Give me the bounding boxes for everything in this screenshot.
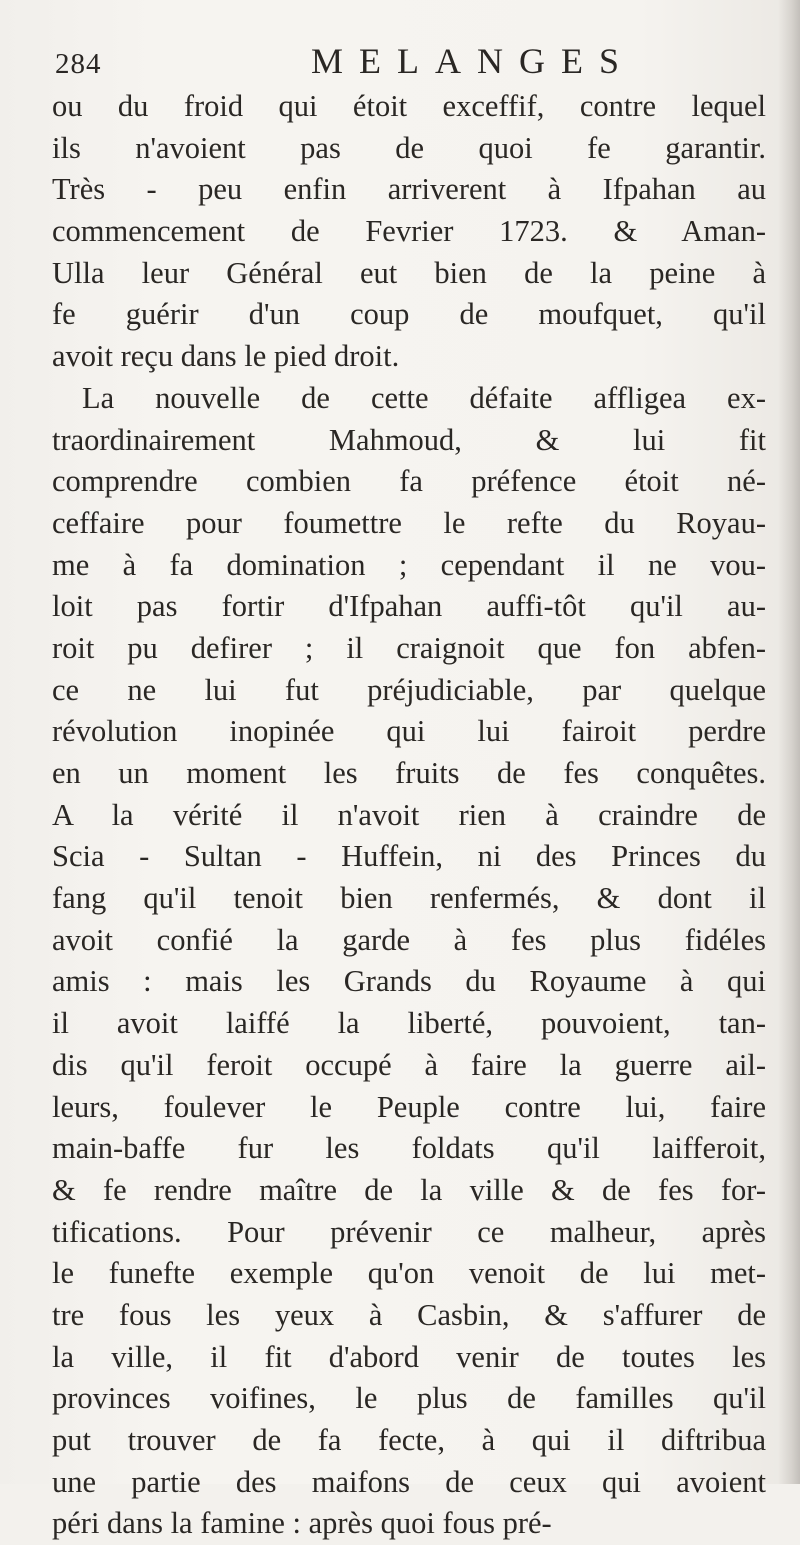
text-line: révolution inopinée qui lui fairoit perdre (52, 714, 766, 749)
page-header (55, 38, 755, 82)
text-line: une partie des maifons de ceux qui avoient (52, 1464, 766, 1499)
text-line: main-baffe fur les foldats qu'il laifferoit, (52, 1131, 766, 1166)
text-line: traordinairement Mahmoud, & lui fit (52, 422, 766, 457)
text-line: ou du froid qui étoit exceffif, contre lequel (52, 89, 766, 123)
text-line: roit pu defirer ; il craignoit que fon abfen- (52, 630, 766, 665)
page-number: 284 (55, 48, 102, 80)
text-line: avoit reçu dans le pied droit. (52, 339, 400, 374)
text-line: dis qu'il feroit occupé à faire la guerre ail- (52, 1047, 766, 1082)
text-line: Ulla leur Général eut bien de la peine à (52, 255, 766, 290)
text-line: put trouver de fa fecte, à qui il diftribua (52, 1423, 766, 1457)
text-line: Scia - Sultan - Huffein, ni des Princes du (52, 839, 766, 874)
text-line: ce ne lui fut préjudiciable, par quelque (52, 672, 766, 707)
text-line: La nouvelle de cette défaite affligea ex- (82, 380, 766, 415)
text-line: Très - peu enfin arriverent à Ifpahan au (52, 172, 766, 207)
text-line: en un moment les fruits de fes conquêtes. (52, 756, 766, 790)
text-line: la ville, il fit d'abord venir de toutes les (52, 1339, 766, 1374)
running-head: MELANGES (311, 41, 635, 81)
text-line: comprendre combien fa préfence étoit né- (52, 464, 766, 499)
text-line: péri dans la famine : après quoi fous pré- (52, 1506, 552, 1541)
text-line: leurs, foulever le Peuple contre lui, faire (52, 1089, 766, 1124)
text-line: amis : mais les Grands du Royaume à qui (52, 964, 766, 999)
text-line: fe guérir d'un coup de moufquet, qu'il (52, 297, 766, 332)
text-line: fang qu'il tenoit bien renfermés, & dont il (52, 881, 766, 916)
text-line: ceffaire pour foumettre le refte du Royau- (52, 505, 766, 540)
text-line: & fe rendre maître de la ville & de fes for- (52, 1172, 766, 1207)
text-line: tre fous les yeux à Casbin, & s'affurer de (52, 1297, 766, 1332)
text-line: ils n'avoient pas de quoi fe garantir. (52, 130, 766, 165)
text-line: commencement de Fevrier 1723. & Aman- (52, 214, 766, 249)
body-text (52, 86, 772, 1545)
text-line: avoit confié la garde à fes plus fidéles (52, 922, 766, 957)
text-line: il avoit laiffé la liberté, pouvoient, tan- (52, 1006, 766, 1041)
text-line: A la vérité il n'avoit rien à craindre de (52, 797, 766, 832)
text-line: me à fa domination ; cependant il ne vou- (52, 547, 766, 582)
text-line: provinces voifines, le plus de familles qu'il (52, 1381, 766, 1416)
text-line: tifications. Pour prévenir ce malheur, après (52, 1214, 766, 1249)
text-line: le funefte exemple qu'on venoit de lui met- (52, 1256, 766, 1291)
text-line: loit pas fortir d'Ifpahan auffi-tôt qu'il au- (52, 589, 766, 624)
page-edge-shadow (778, 0, 800, 1484)
